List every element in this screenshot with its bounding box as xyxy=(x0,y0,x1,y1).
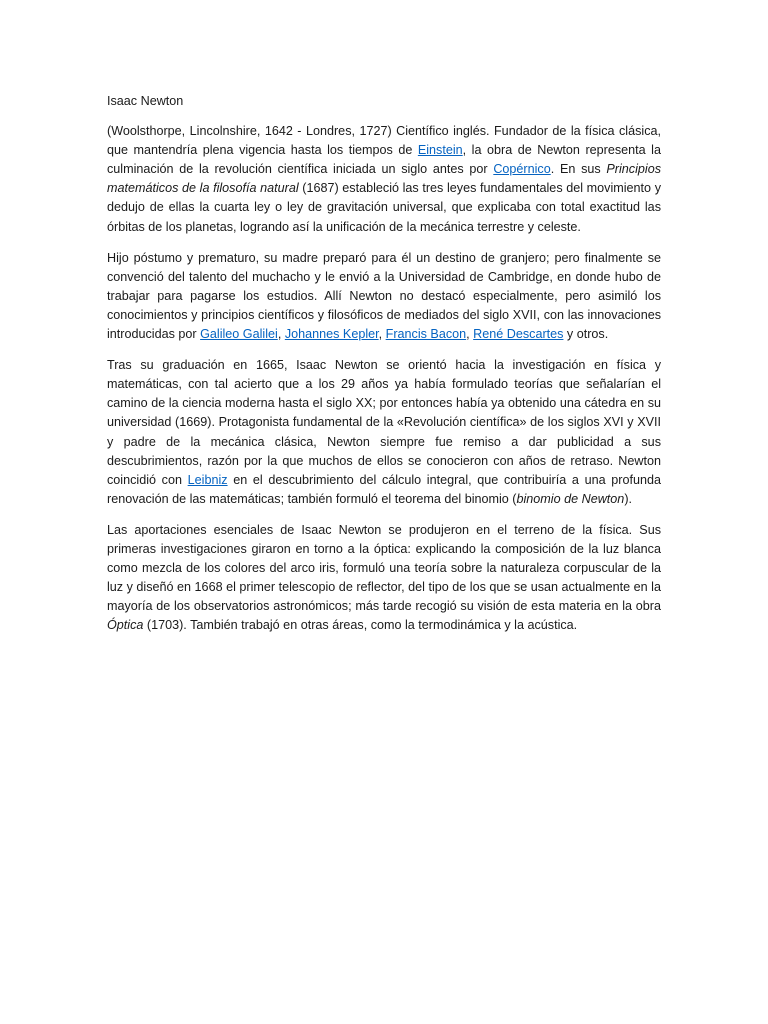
link-galileo-galilei[interactable]: Galileo Galilei xyxy=(200,327,278,342)
paragraph-4-text-2: (1703). También trabajó en otras áreas, como la termodinámica y la acústica. xyxy=(143,618,578,633)
paragraph-2 xyxy=(107,249,661,344)
link-johannes-kepler[interactable]: Johannes Kepler xyxy=(284,327,379,342)
paragraph-3-text-1: Tras su graduación en 1665, Isaac Newton se orientó hacia la investigación en física y matemáticas, con tal acierto que a los 29 años ya había formulado teorías que señalarían el camino de la ciencia moderna hasta el siglo XX; por entonces había ya obtenido una cátedra en su universidad (1669). Protagonista fundamental de la «Revolución científica» de los siglos XVI y XVII y padre de la mecánica clásica, Newton siempre fue remiso a dar publicidad a sus descubrimientos, razón por la que muchos de ellos se conocieron con años de retraso. Newton coincidió con xyxy=(107,358,661,487)
paragraph-4 xyxy=(107,521,661,636)
paragraph-3-text-3: ). xyxy=(624,491,633,506)
link-francis-bacon[interactable]: Francis Bacon xyxy=(385,327,467,342)
paragraph-2-text-1: Hijo póstumo y prematuro, su madre preparó para él un destino de granjero; pero finalmente se convenció del talento del muchacho y le envió a la Universidad de Cambridge, en donde hubo de trabajar para pagarse los estudios. Allí Newton no destacó especialmente, pero asimiló los conocimientos y principios científicos y filosóficos de mediados del siglo XVII, con las innovaciones introducidas por xyxy=(107,250,661,342)
paragraph-1-text-4: (1687) estableció las tres leyes fundamentales del movimiento y dedujo de ellas la cuarta ley o ley de gravitación universal, que explicaba con total exactitud las órbitas de los planetas, logrando así la unificación de la mecánica terrestre y celeste. xyxy=(107,181,661,234)
paragraph-3-text-2: en el descubrimiento del cálculo integral, que contribuiría a una profunda renovación de las matemáticas; también formuló el teorema del binomio ( xyxy=(107,472,661,506)
link-copernico[interactable]: Copérnico xyxy=(493,162,551,177)
book-title-principios: Principios matemáticos de la filosofía natural xyxy=(107,162,661,196)
paragraph-2-separator-3: , xyxy=(466,327,474,342)
paragraph-2-separator-2: , xyxy=(378,327,386,342)
paragraph-1-text-3: . En sus xyxy=(550,162,607,177)
link-einstein[interactable]: Einstein xyxy=(417,143,463,158)
paragraph-3 xyxy=(107,356,661,509)
link-leibniz[interactable]: Leibniz xyxy=(187,472,228,487)
paragraph-1 xyxy=(107,122,661,237)
paragraph-1-text-1: (Woolsthorpe, Lincolnshire, 1642 - Londres, 1727) Científico inglés. Fundador de la física clásica, que mantendría plena vigencia hasta los tiempos de xyxy=(107,124,661,158)
paragraph-2-separator-1: , xyxy=(277,327,285,342)
paragraph-1-text-2: , la obra de Newton representa la culminación de la revolución científica iniciada un siglo antes por xyxy=(107,143,661,177)
book-title-optica: Óptica xyxy=(107,618,144,633)
document-title: Isaac Newton xyxy=(107,94,184,108)
term-binomio-de-newton: binomio de Newton xyxy=(516,491,625,506)
link-rene-descartes[interactable]: René Descartes xyxy=(473,327,564,342)
paragraph-4-text-1: Las aportaciones esenciales de Isaac Newton se produjeron en el terreno de la física. Sus primeras investigaciones giraron en torno a la óptica: explicando la composición de la luz blanca como mezcla de los colores del arco iris, formuló una teoría sobre la naturaleza corpuscular de la luz y diseñó en 1668 el primer telescopio de reflector, del tipo de los que se usan actualmente en la mayoría de los observatorios astronómicos; más tarde recogió su visión de esta materia en la obra xyxy=(107,522,661,614)
paragraph-2-text-2: y otros. xyxy=(563,327,609,342)
document-body xyxy=(107,92,661,647)
